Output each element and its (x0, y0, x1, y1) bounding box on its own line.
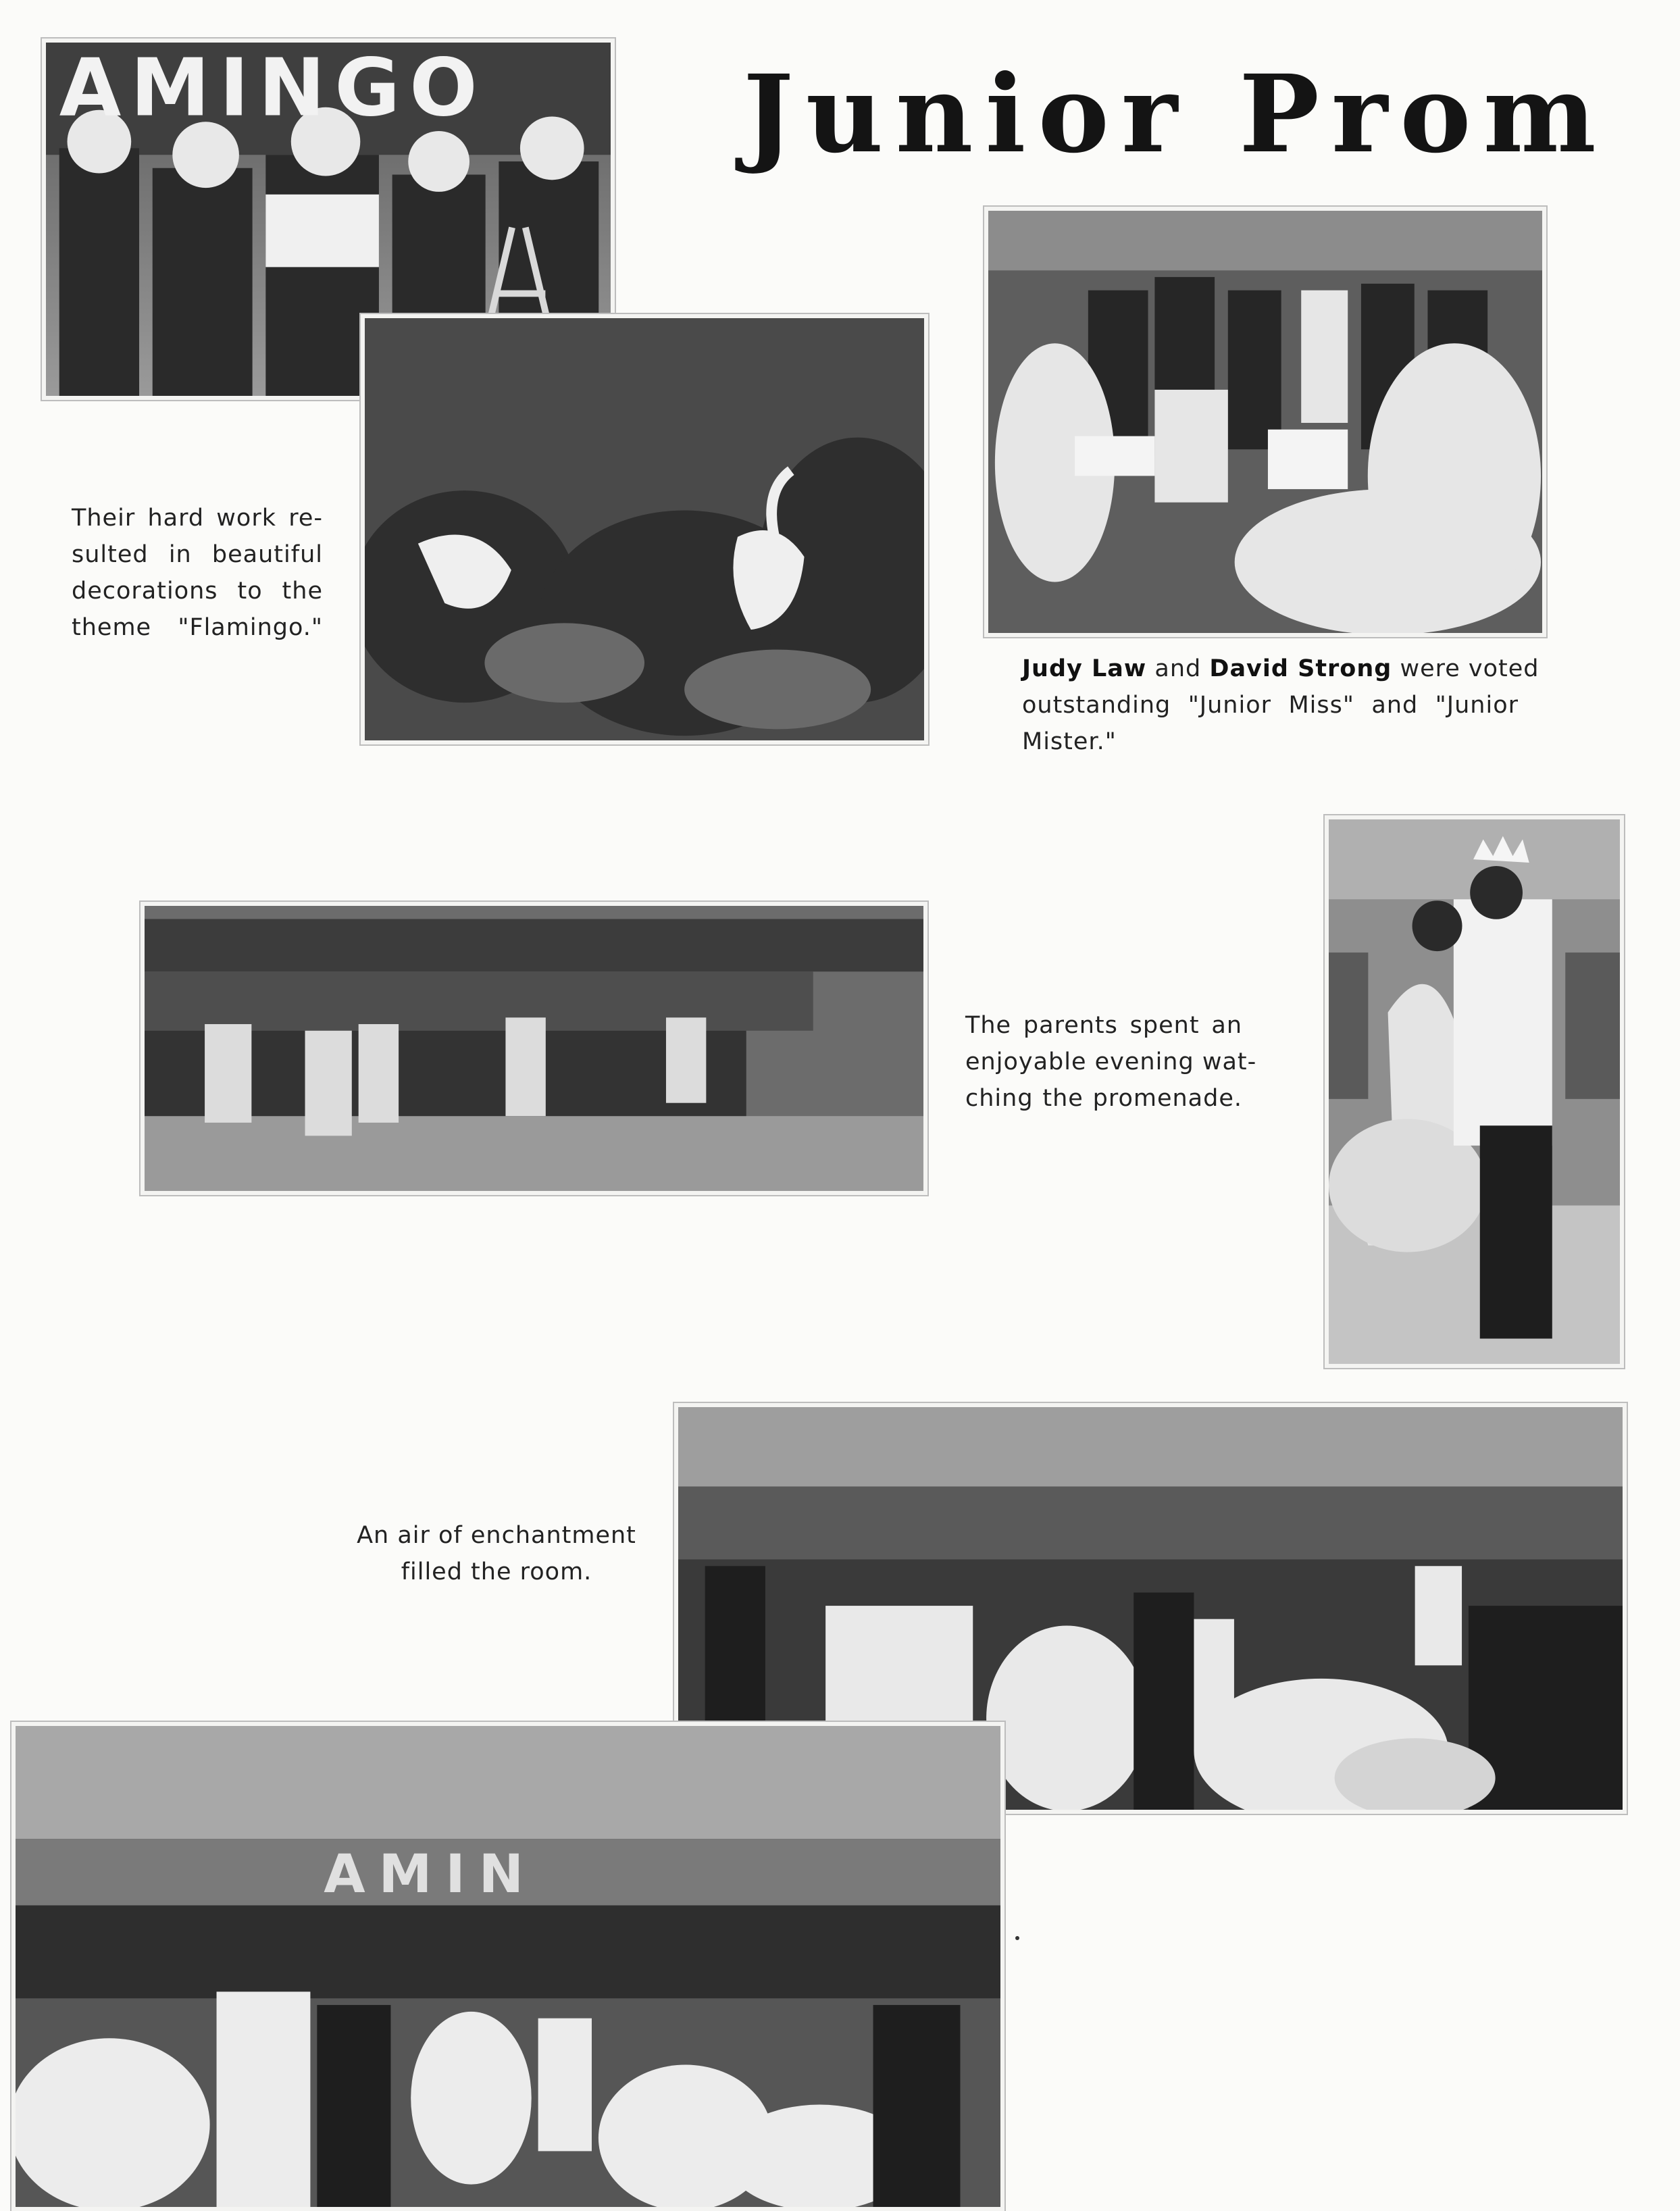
caption-line: outstanding "Junior Miss" and "Junior (1022, 692, 1519, 719)
caption-name-david: David Strong (1209, 655, 1392, 682)
caption-line: decorations to the (72, 578, 323, 605)
caption-word-and: and (1154, 655, 1202, 682)
caption-word-rest: were voted (1400, 655, 1539, 682)
caption-decorations (72, 500, 323, 646)
page-title: Junior Prom (743, 52, 1608, 177)
photo-grand-march (11, 1722, 1004, 2211)
caption-line: filled the room. (401, 1558, 592, 1585)
caption-line: The parents spent an (965, 1012, 1242, 1039)
photo-junior-miss-mister (984, 207, 1546, 637)
decorating-sign-text: AMINGO (59, 43, 487, 134)
caption-line: An air of enchantment (357, 1522, 636, 1549)
caption-line (1022, 651, 1539, 687)
stray-dot (1015, 1936, 1019, 1940)
banner-sign-text: AMIN (324, 1843, 537, 1905)
caption-enchantment (338, 1517, 655, 1590)
caption-line: theme "Flamingo." (72, 614, 323, 641)
photo-flamingo-decorations (361, 314, 928, 744)
photo-parents-watching (141, 902, 927, 1195)
caption-line: ching the promenade. (965, 1085, 1242, 1112)
caption-line: Mister." (1022, 728, 1117, 755)
caption-parents (965, 1007, 1257, 1117)
photo-crowned-couple (1325, 815, 1624, 1368)
caption-line: sulted in beautiful (72, 541, 323, 568)
caption-name-judy: Judy Law (1022, 655, 1147, 682)
caption-junior-miss (1022, 651, 1539, 760)
caption-line: Their hard work re- (72, 505, 323, 532)
caption-line: enjoyable evening wat- (965, 1048, 1257, 1075)
